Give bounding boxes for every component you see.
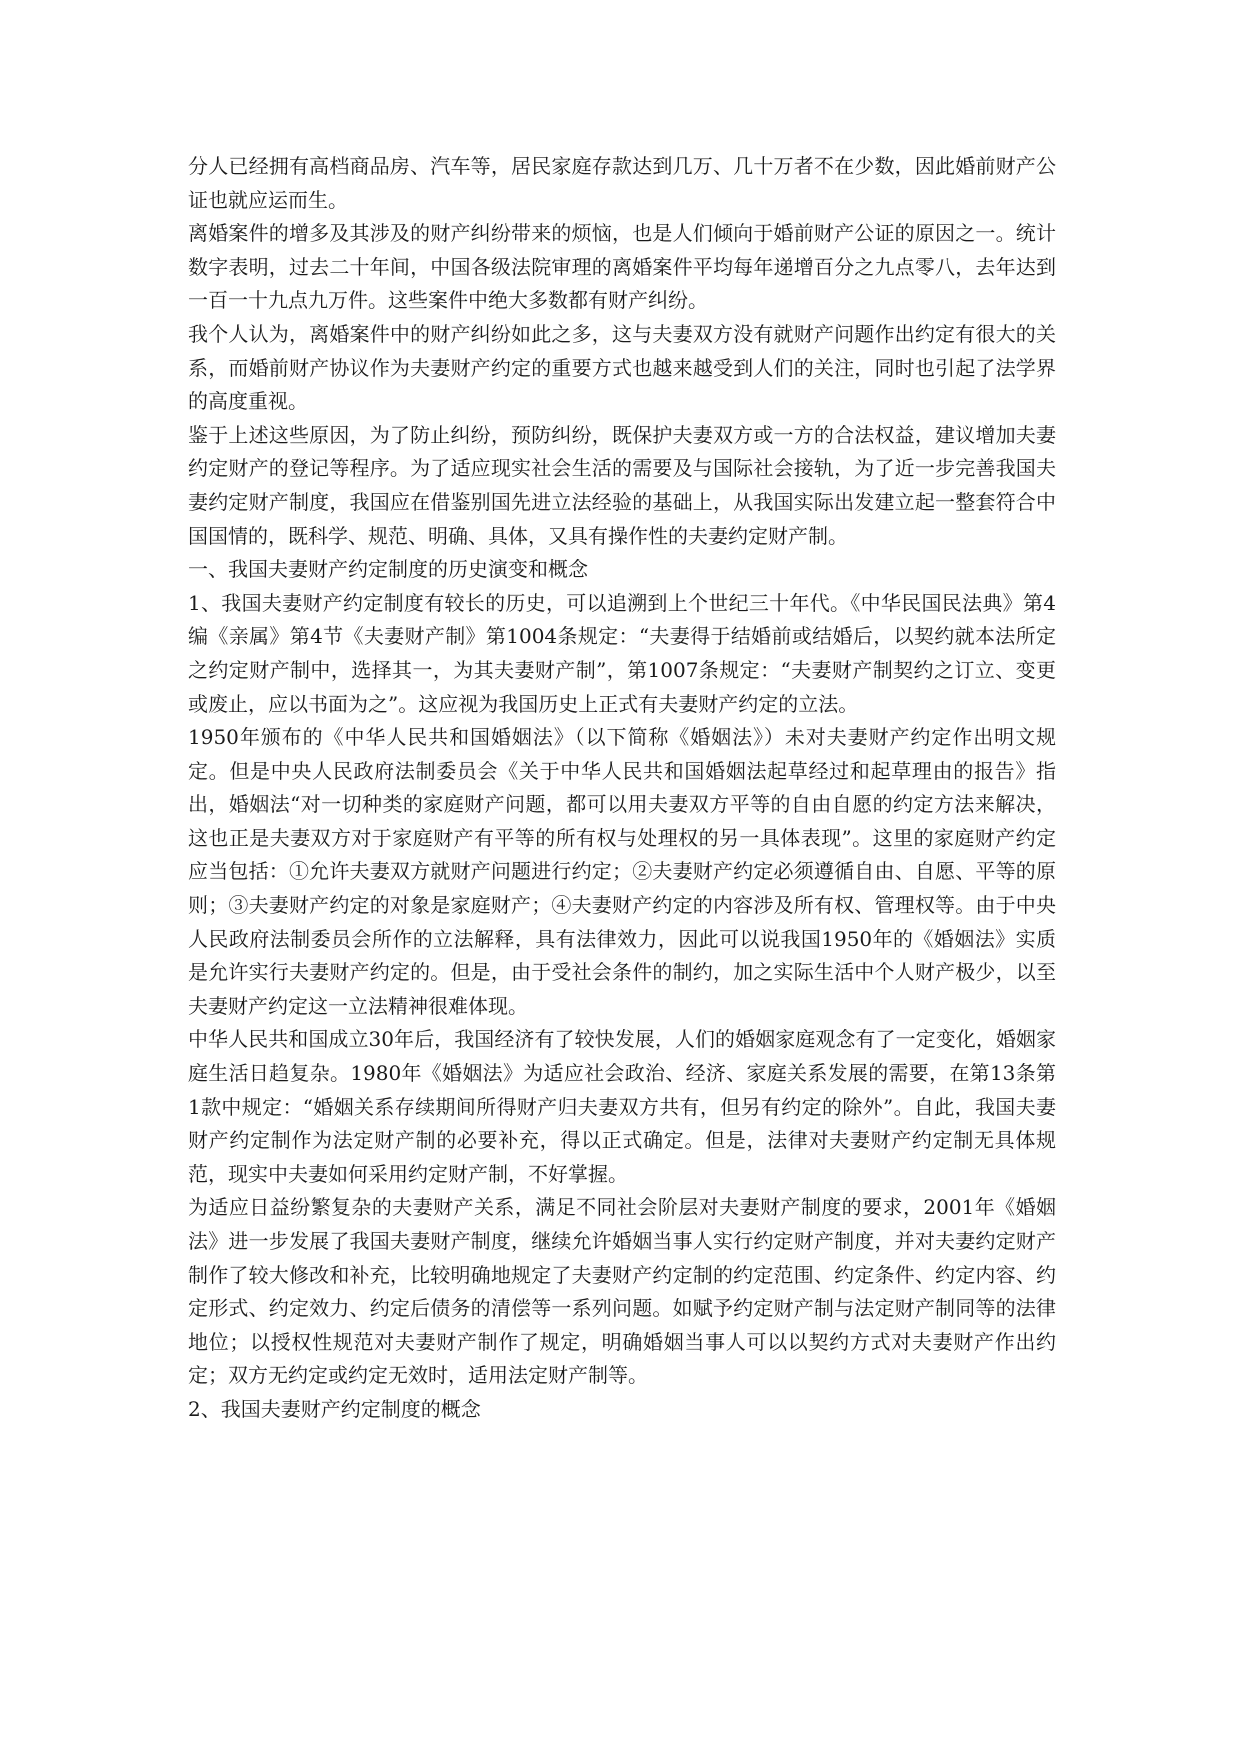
paragraph-4: 鉴于上述这些原因，为了防止纠纷，预防纠纷，既保护夫妻双方或一方的合法权益，建议增加夫妻约定财产的登记等程序。为了适应现实社会生活的需要及与国际社会接轨，为了近一步完善我国夫妻约定财产制度，我国应在借鉴别国先进立法经验的基础上，从我国实际出发建立起一整套符合中国国情的，既科学、规范、明确、具体，又具有操作性的夫妻约定财产制。 — [188, 422, 1056, 548]
paragraph-7: 中华人民共和国成立30年后，我国经济有了较快发展，人们的婚姻家庭观念有了一定变化，婚姻家庭生活日趋复杂。1980年《婚姻法》为适应社会政治、经济、家庭关系发展的需要，在第13条第1款中规定：“婚姻关系存续期间所得财产归夫妻双方共有，但另有约定的除外”。自此，我国夫妻财产约定制作为法定财产制的必要补充，得以正式确定。但是，法律对夫妻财产约定制无具体规范，现实中夫妻如何采用约定财产制，不好掌握。 — [188, 1027, 1056, 1186]
document-body — [188, 150, 1056, 1427]
section-heading-1: 一、我国夫妻财产约定制度的历史演变和概念 — [188, 557, 588, 582]
paragraph-3: 我个人认为，离婚案件中的财产纠纷如此之多，这与夫妻双方没有就财产问题作出约定有很大的关系，而婚前财产协议作为夫妻财产约定的重要方式也越来越受到人们的关注，同时也引起了法学界的高度重视。 — [188, 321, 1056, 414]
paragraph-6: 1950年颁布的《中华人民共和国婚姻法》（以下简称《婚姻法》）未对夫妻财产约定作出明文规定。但是中央人民政府法制委员会《关于中华人民共和国婚姻法起草经过和起草理由的报告》指出，婚姻法“对一切种类的家庭财产问题，都可以用夫妻双方平等的自由自愿的约定方法来解决，这也正是夫妻双方对于家庭财产有平等的所有权与处理权的另一具体表现”。这里的家庭财产约定应当包括：①允许夫妻双方就财产问题进行约定；②夫妻财产约定必须遵循自由、自愿、平等的原则；③夫妻财产约定的对象是家庭财产；④夫妻财产约定的内容涉及所有权、管理权等。由于中央人民政府法制委员会所作的立法解释，具有法律效力，因此可以说我国1950年的《婚姻法》实质是允许实行夫妻财产约定的。但是，由于受社会条件的制约，加之实际生活中个人财产极少，以至夫妻财产约定这一立法精神很难体现。 — [188, 725, 1056, 1018]
paragraph-8: 为适应日益纷繁复杂的夫妻财产关系，满足不同社会阶层对夫妻财产制度的要求，2001年《婚姻法》进一步发展了我国夫妻财产制度，继续允许婚姻当事人实行约定财产制度，并对夫妻约定财产制作了较大修改和补充，比较明确地规定了夫妻财产约定制的约定范围、约定条件、约定内容、约定形式、约定效力、约定后债务的清偿等一系列问题。如赋予约定财产制与法定财产制同等的法律地位；以授权性规范对夫妻财产制作了规定，明确婚姻当事人可以以契约方式对夫妻财产作出约定；双方无约定或约定无效时，适用法定财产制等。 — [188, 1195, 1056, 1388]
paragraph-1: 分人已经拥有高档商品房、汽车等，居民家庭存款达到几万、几十万者不在少数，因此婚前财产公证也就应运而生。 — [188, 154, 1056, 212]
paragraph-5: 1、我国夫妻财产约定制度有较长的历史，可以追溯到上个世纪三十年代。《中华民国民法典》第4编《亲属》第4节《夫妻财产制》第1004条规定：“夫妻得于结婚前或结婚后，以契约就本法所定之约定财产制中，选择其一，为其夫妻财产制”，第1007条规定：“夫妻财产制契约之订立、变更或废止，应以书面为之”。这应视为我国历史上正式有夫妻财产约定的立法。 — [188, 590, 1056, 716]
subsection-heading-2: 2、我国夫妻财产约定制度的概念 — [188, 1396, 481, 1421]
paragraph-2: 离婚案件的增多及其涉及的财产纠纷带来的烦恼，也是人们倾向于婚前财产公证的原因之一。统计数字表明，过去二十年间，中国各级法院审理的离婚案件平均每年递增百分之九点零八，去年达到一百一十九点九万件。这些案件中绝大多数都有财产纠纷。 — [188, 221, 1056, 313]
